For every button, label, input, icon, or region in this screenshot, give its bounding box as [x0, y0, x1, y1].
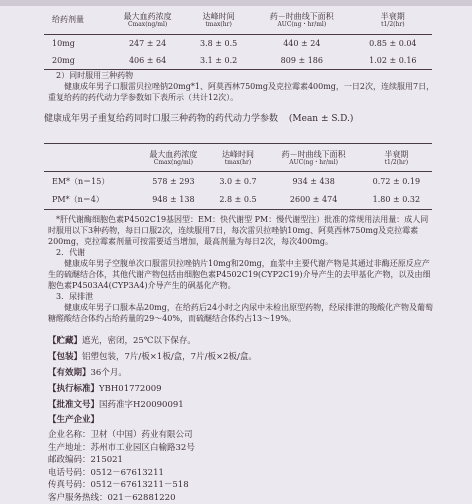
table-row [44, 53, 432, 69]
table-cell: 3.8 ± 0.5 [187, 34, 250, 53]
table-cell: 1.80 ± 0.32 [361, 191, 432, 210]
table-cell: 2600 ± 474 [267, 191, 361, 210]
manufacturer-heading: 【生产企业】 [48, 414, 99, 426]
manufacturer-line: 邮政编码：215021 [48, 454, 195, 467]
standard-field: 【执行标准】YBH01772009 [48, 383, 162, 395]
table-cell: 809 ± 186 [250, 53, 354, 69]
header-cell: 最大血药浓度 Cmax(ng/ml) [137, 144, 209, 172]
table-cell: 247 ± 24 [108, 34, 187, 53]
paragraph: 健康成年男子空腹单次口服雷贝拉唑钠片10mg和20mg，血浆中主要代谢产物是其通过非酶还原反应产生的硫醚结合体，其他代谢产物包括由细胞色素P4502C19(CYP2C19)介导产生的去甲基化产物，以及由细胞色素P4503A4(CYP3A4)介导产生的砜基化产物。 [48, 258, 436, 291]
table-cell: EM*（n＝15） [44, 172, 137, 191]
header-cell: 半衰期 t1/2(hr) [361, 144, 432, 172]
package-field: 【包装】铝塑包装，7片/板×1板/盒，7片/板×2板/盒。 [48, 351, 257, 363]
header-cell: 给药剂量 [44, 6, 108, 34]
section-heading: 2）同时服用三种药物 [48, 70, 436, 81]
storage-field: 【贮藏】遮光，密闭，25℃以下保存。 [48, 335, 196, 347]
approval-field: 【批准文号】国药准字H20090091 [48, 399, 184, 411]
table-row [44, 34, 432, 53]
header-cell: 达峰时间 tmax(hr) [187, 6, 250, 34]
table-cell: 0.85 ± 0.04 [354, 34, 432, 53]
manufacturer-details [48, 429, 195, 504]
pk-table-1 [44, 6, 432, 70]
table-2-title: 健康成年男子重复给药同时口服三种药物的药代动力学参数 (Mean ± S.D.) [44, 111, 353, 124]
header-cell: 药－时曲线下面积 AUC(ng・hr/ml) [250, 6, 354, 34]
table-cell: 934 ± 438 [267, 172, 361, 191]
manufacturer-line: 客户服务热线：021－62881220 [48, 492, 195, 504]
header-cell: 最大血药浓度 Cmax(ng/ml) [108, 6, 187, 34]
table-cell: 0.72 ± 0.19 [361, 172, 432, 191]
table-cell: PM*（n＝4） [44, 191, 137, 210]
header-cell: 达峰时间 tmax(hr) [209, 144, 266, 172]
pk-table-2 [44, 143, 432, 210]
manufacturer-line: 传真号码：0512－67613211－518 [48, 479, 195, 492]
manufacturer-line: 电话号码：0512－67613211 [48, 467, 195, 480]
table-cell: 3.0 ± 0.7 [209, 172, 266, 191]
table-cell: 20mg [44, 53, 108, 69]
table-header-row [44, 6, 432, 34]
notes-text [48, 214, 436, 324]
table-row [44, 172, 432, 191]
validity-field: 【有效期】36个月。 [48, 367, 127, 379]
table-cell: 1.02 ± 0.16 [354, 53, 432, 69]
table-cell: 948 ± 138 [137, 191, 209, 210]
section-heading: 2．代谢 [48, 247, 436, 258]
table-cell: 10mg [44, 34, 108, 53]
table-cell: 440 ± 24 [250, 34, 354, 53]
footnote: *肝代谢酶细胞色素P4502C19基因型：EM：快代谢型 PM：慢代谢型注）批准的常规用法用量：成人同时服用以下3种药物，每日口服2次，连续服用7日，每次雷贝拉唑钠10mg、阿莫西林750mg及克拉霉素200mg，克拉霉素剂量可按需要适当增加，最高剂量为每日2次，每次400mg。 [48, 214, 436, 247]
table-cell: 2.8 ± 0.5 [209, 191, 266, 210]
header-cell: 半衰期 t1/2(hr) [354, 6, 432, 34]
paragraph: 健康成年男子口服雷贝拉唑钠20mg*1、阿莫西林750mg及克拉霉素400mg，一日2次，连续服用7日，重复给药的药代动力学参数如下表所示（共计12次）。 [48, 81, 436, 103]
manufacturer-line: 企业名称：卫材（中国）药业有限公司 [48, 429, 195, 442]
table-cell: 3.1 ± 0.2 [187, 53, 250, 69]
table-row [44, 191, 432, 210]
section-heading: 3．尿排泄 [48, 291, 436, 302]
table-header-row [44, 144, 432, 172]
header-cell: 药－时曲线下面积 AUC(ng・hr/ml) [267, 144, 361, 172]
manufacturer-line: 生产地址：苏州市工业园区白榆路32号 [48, 442, 195, 455]
section-2-text [48, 70, 436, 103]
table-cell: 578 ± 293 [137, 172, 209, 191]
table-cell: 406 ± 64 [108, 53, 187, 69]
paragraph: 健康成年男子口服本品20mg，在给药后24小时之内尿中未检出原型药物，经尿排泄的羧酸化产物及葡萄糖醛酸结合体约占给药量的29～40%，而硫醚结合体约占13～19%。 [48, 302, 436, 324]
header-cell [44, 144, 137, 172]
